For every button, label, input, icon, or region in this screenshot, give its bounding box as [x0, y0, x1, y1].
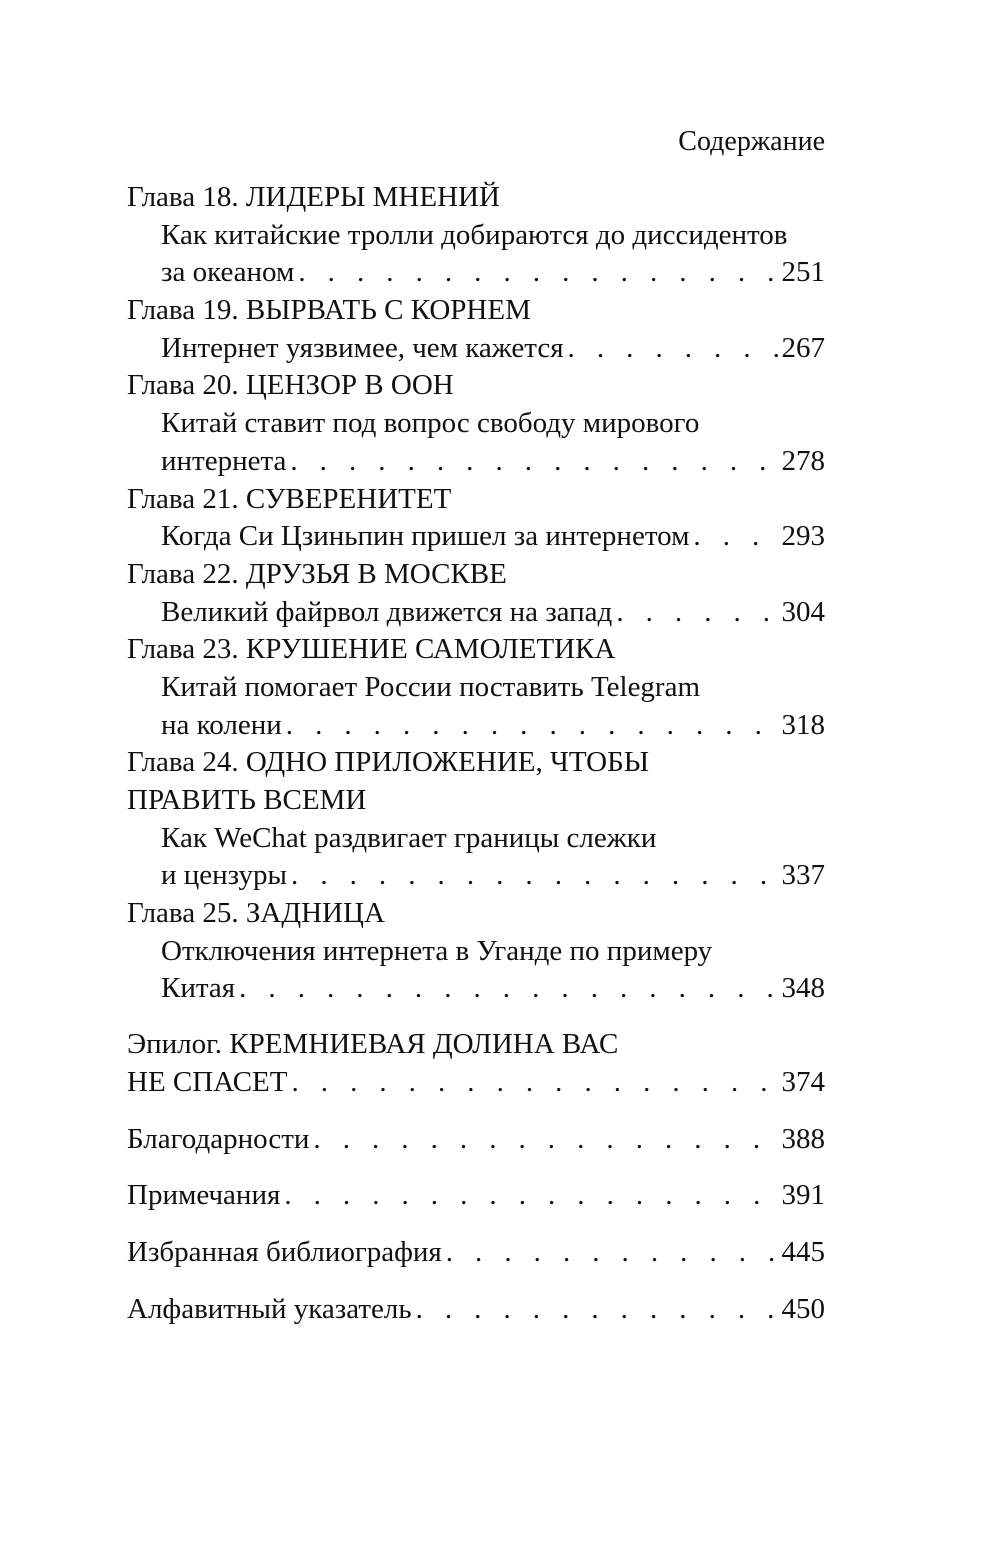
dot-leader	[564, 330, 782, 368]
dot-leader	[309, 1121, 781, 1159]
chapter-subtitle: интернета	[161, 444, 287, 477]
chapter-title[interactable]: Глава 20. ЦЕНЗОР В ООН	[127, 369, 454, 402]
chapter-subtitle: Отключения интернета в Уганде по примеру	[161, 934, 713, 967]
dot-leader	[689, 518, 781, 556]
toc-entry-line[interactable]	[127, 594, 825, 632]
chapter-subtitle: на колени	[161, 708, 282, 741]
page-number: 337	[781, 859, 825, 892]
chapter-subtitle: Китай помогает России поставить Telegram	[161, 670, 701, 703]
chapter-subtitle: Как WeChat раздвигает границы слежки	[161, 821, 657, 854]
page-number: 251	[781, 256, 825, 289]
page-number: 304	[781, 595, 825, 628]
chapter-title[interactable]: Глава 21. СУВЕРЕНИТЕТ	[127, 482, 452, 515]
entry-label: Алфавитный указатель	[127, 1292, 412, 1325]
entry-label: Избранная библиография	[127, 1235, 442, 1268]
chapter-title[interactable]: Глава 25. ЗАДНИЦА	[127, 897, 385, 930]
toc-entry-index[interactable]	[127, 1291, 825, 1329]
chapter-subtitle: Как китайские тролли добираются до диссидентов	[161, 218, 788, 251]
page-number: 267	[781, 331, 825, 364]
dot-leader	[287, 857, 781, 895]
chapter-subtitle: и цензуры	[161, 859, 288, 892]
page-number: 374	[781, 1065, 825, 1098]
chapter-title[interactable]: Глава 23. КРУШЕНИЕ САМОЛЕТИКА	[127, 633, 616, 666]
chapter-title[interactable]: Глава 22. ДРУЗЬЯ В МОСКВЕ	[127, 557, 507, 590]
dot-leader	[612, 594, 781, 632]
chapter-subtitle: Китая	[161, 972, 236, 1005]
chapter-title[interactable]: Глава 19. ВЫРВАТЬ С КОРНЕМ	[127, 294, 531, 327]
chapter-title-continued[interactable]: ПРАВИТЬ ВСЕМИ	[127, 784, 367, 816]
page-number: 318	[781, 708, 825, 741]
toc-entry-line[interactable]	[127, 970, 825, 1008]
epilogue-title[interactable]: Эпилог. КРЕМНИЕВАЯ ДОЛИНА ВАС	[127, 1028, 619, 1061]
toc-entry-line[interactable]	[127, 443, 825, 481]
toc-entry-acknowledgements[interactable]	[127, 1121, 825, 1159]
page-number: 445	[781, 1235, 825, 1268]
dot-leader	[287, 1064, 781, 1102]
toc-entry-line[interactable]	[127, 330, 825, 368]
running-head: Содержание	[678, 126, 825, 157]
page-number: 348	[781, 972, 825, 1005]
dot-leader	[294, 254, 781, 292]
dot-leader	[280, 1177, 781, 1215]
dot-leader	[235, 970, 781, 1008]
chapter-subtitle: Интернет уязвимее, чем кажется	[161, 331, 564, 364]
chapter-subtitle: Китай ставит под вопрос свободу мирового	[161, 407, 700, 440]
toc-entry-line[interactable]	[127, 857, 825, 895]
chapter-subtitle: Когда Си Цзиньпин пришел за интернетом	[161, 520, 690, 553]
dot-leader	[286, 443, 781, 481]
toc-entry-bibliography[interactable]	[127, 1234, 825, 1272]
toc-entry-notes[interactable]	[127, 1177, 825, 1215]
toc-entry-line[interactable]	[127, 1064, 825, 1102]
toc-entry-line[interactable]	[127, 254, 825, 292]
dot-leader	[282, 707, 782, 745]
table-of-contents	[127, 179, 825, 1328]
chapter-title[interactable]: Глава 24. ОДНО ПРИЛОЖЕНИЕ, ЧТОБЫ	[127, 746, 650, 779]
page-number: 450	[781, 1292, 825, 1325]
page-number: 278	[781, 444, 825, 477]
entry-label: Примечания	[127, 1179, 281, 1212]
chapter-title[interactable]: Глава 18. ЛИДЕРЫ МНЕНИЙ	[127, 181, 500, 213]
dot-leader	[442, 1234, 782, 1272]
page-number: 388	[781, 1122, 825, 1155]
entry-label: Благодарности	[127, 1122, 310, 1155]
toc-entry-line[interactable]	[127, 518, 825, 556]
page-number: 391	[781, 1179, 825, 1212]
dot-leader	[412, 1291, 782, 1329]
chapter-subtitle: Великий файрвол движется на запад	[161, 595, 613, 628]
toc-entry-line[interactable]	[127, 707, 825, 745]
page-number: 293	[781, 520, 825, 553]
epilogue-title-continued: НЕ СПАСЕТ	[127, 1065, 288, 1098]
chapter-subtitle: за океаном	[161, 256, 295, 289]
